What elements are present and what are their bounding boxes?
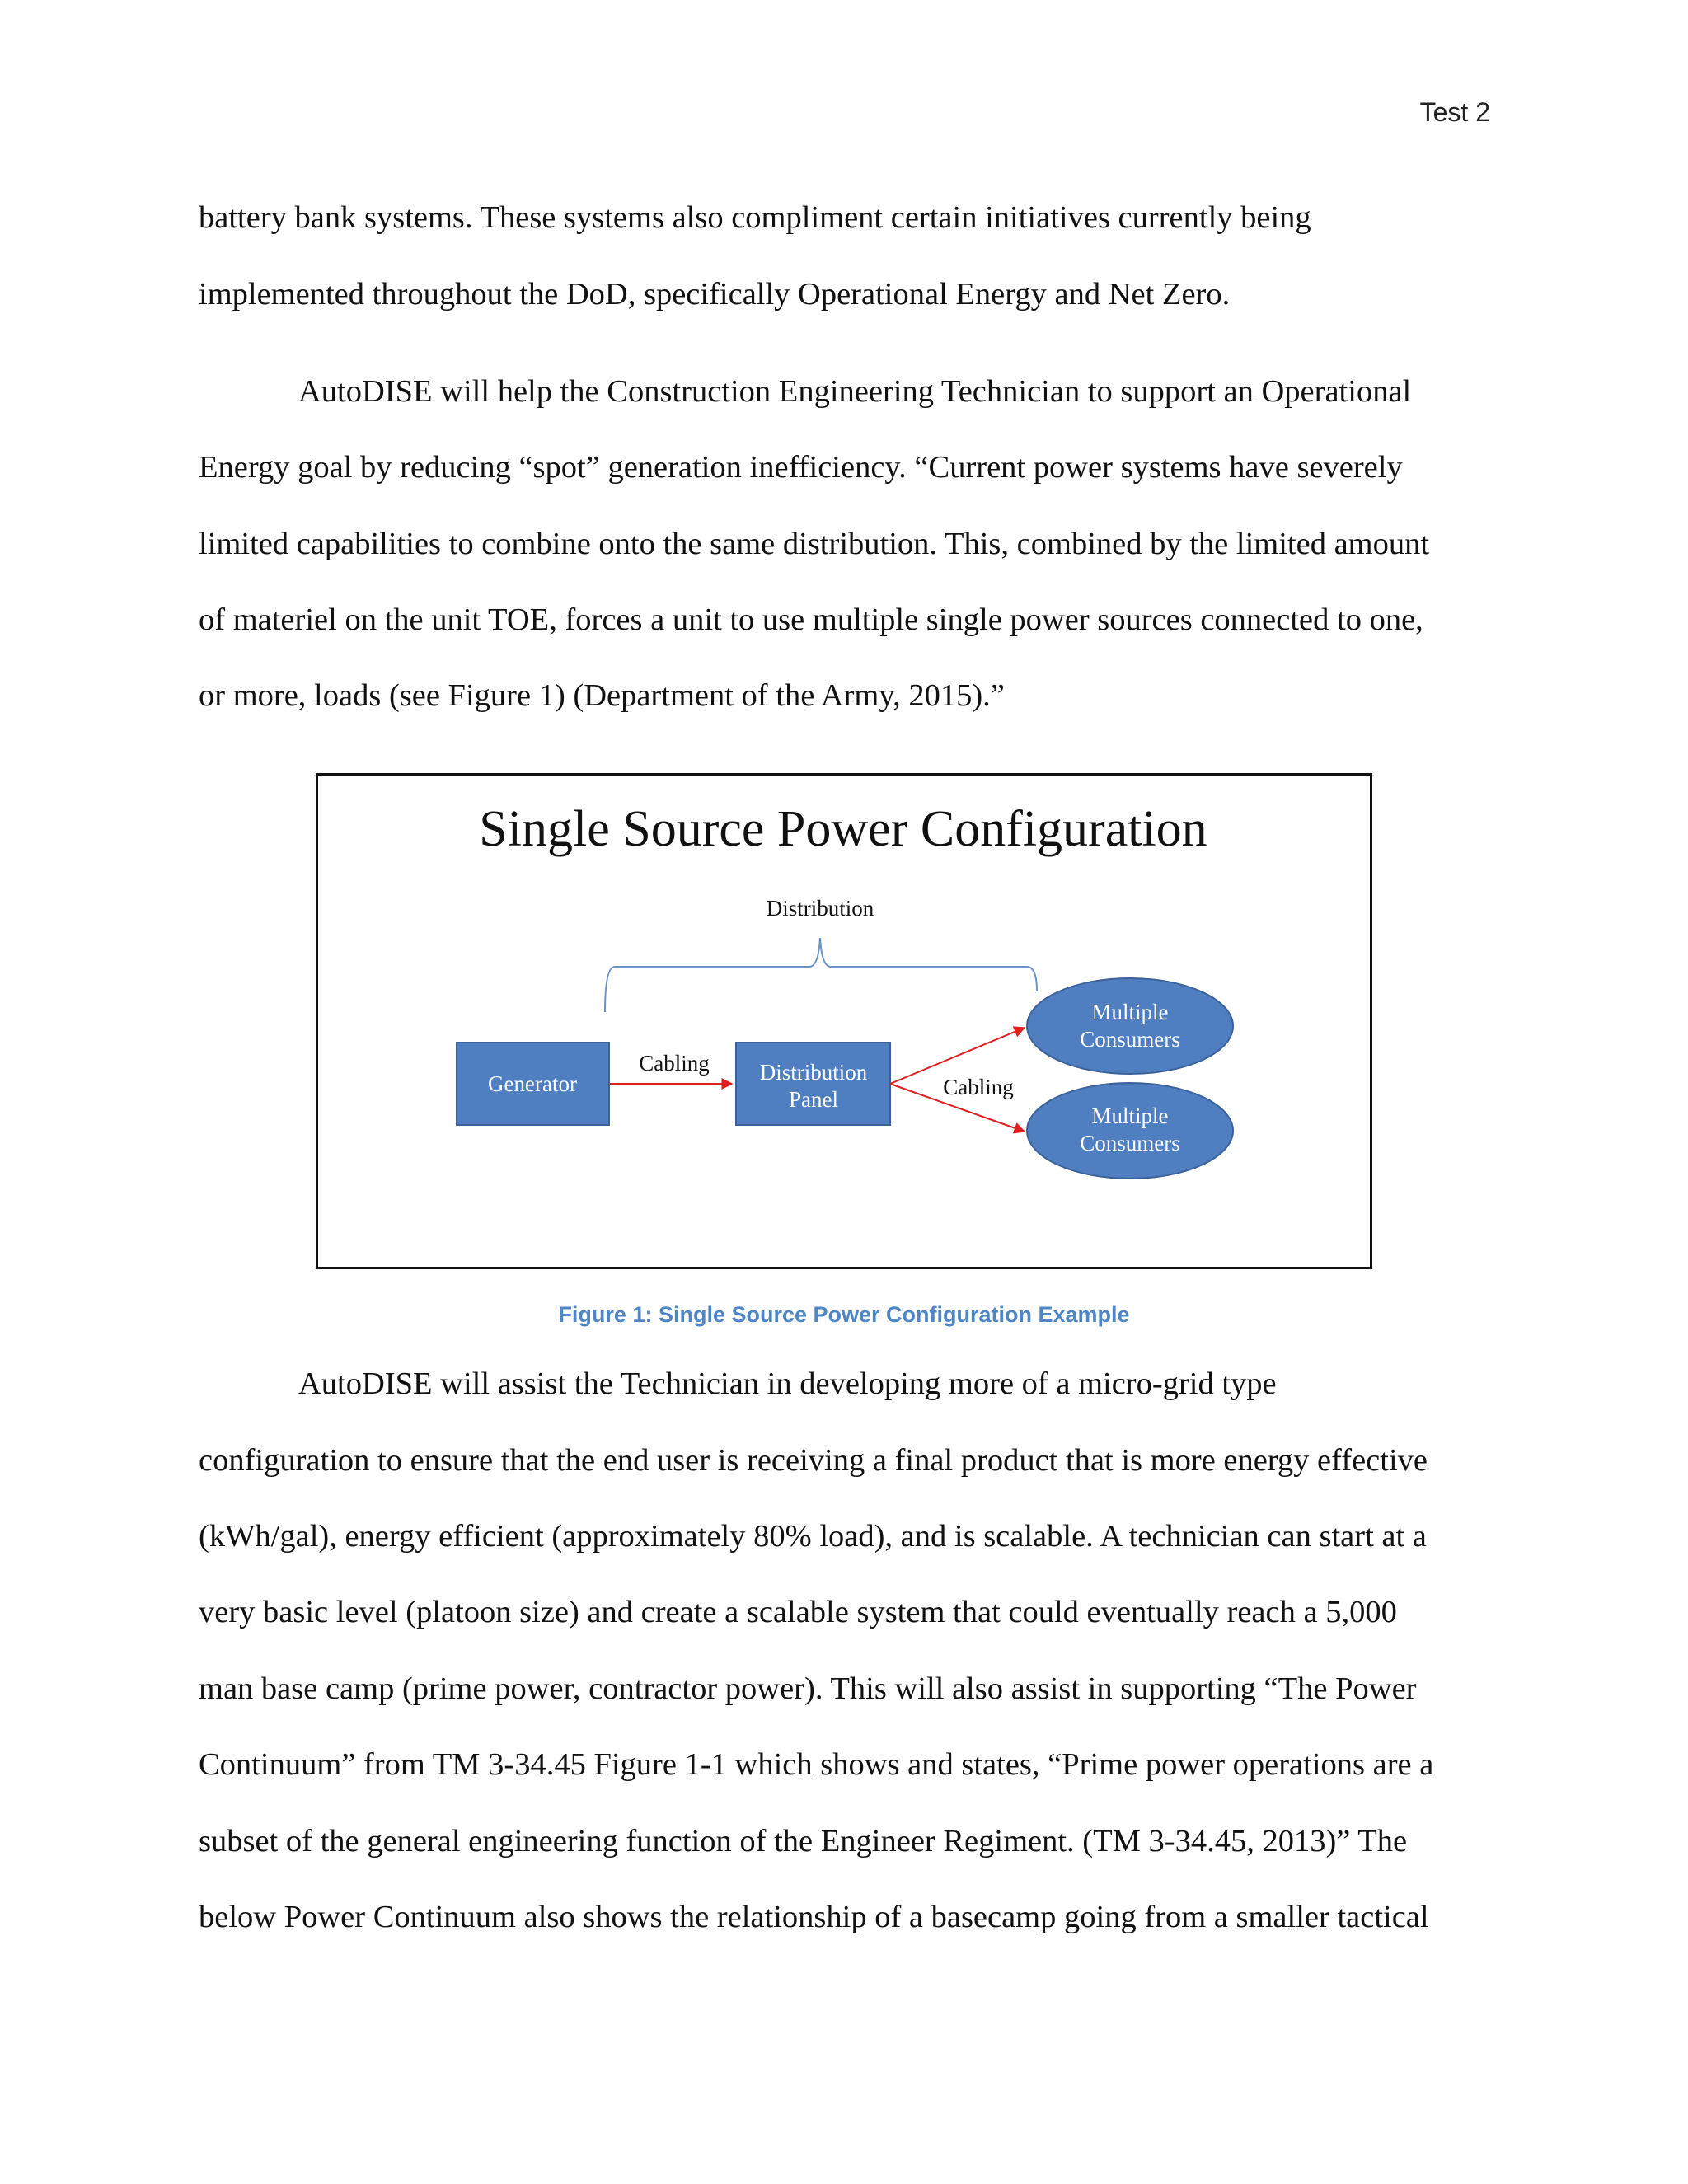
figure-title: Single Source Power Configuration xyxy=(479,801,1207,857)
paragraph-3-line-4: very basic level (platoon size) and create a scalable system that could eventually reach a 5,000 xyxy=(199,1595,1397,1629)
paragraph-3-line-1: AutoDISE will assist the Technician in developing more of a micro-grid type xyxy=(298,1366,1277,1401)
figure-single-source-power xyxy=(316,773,1372,1269)
consumer-2-line-1: Multiple xyxy=(1091,1104,1169,1128)
paragraph-3-line-5: man base camp (prime power, contractor power). This will also assist in supporting “The Power xyxy=(199,1671,1417,1706)
paragraph-2-line-5: or more, loads (see Figure 1) (Department of the Army, 2015).” xyxy=(199,678,1005,713)
distribution-label: Distribution xyxy=(766,896,874,921)
consumer-1-line-2: Consumers xyxy=(1080,1027,1180,1052)
paragraph-3-line-7: subset of the general engineering function of the Engineer Regiment. (TM 3-34.45, 2013)” The xyxy=(199,1824,1408,1858)
paragraph-3-line-3: (kWh/gal), energy efficient (approximately 80% load), and is scalable. A technician can start at a xyxy=(199,1519,1427,1554)
panel-label-line-1: Distribution xyxy=(759,1060,868,1085)
consumer-ellipse-upper xyxy=(1027,978,1233,1074)
figure-caption: Figure 1: Single Source Power Configuration Example xyxy=(558,1302,1130,1327)
panel-label-line-2: Panel xyxy=(789,1087,838,1112)
page-header: Test 2 xyxy=(1419,97,1490,127)
generator-label: Generator xyxy=(488,1071,577,1096)
paragraph-2-line-2: Energy goal by reducing “spot” generation inefficiency. “Current power systems have severely xyxy=(199,450,1403,485)
paragraph-3-line-8: below Power Continuum also shows the relationship of a basecamp going from a smaller tactical xyxy=(199,1900,1429,1934)
distribution-brace xyxy=(605,938,1037,1012)
paragraph-3-line-6: Continuum” from TM 3-34.45 Figure 1-1 which shows and states, “Prime power operations are a xyxy=(199,1747,1434,1782)
paragraph-2-line-1: AutoDISE will help the Construction Engineering Technician to support an Operational xyxy=(298,374,1412,409)
consumer-2-line-2: Consumers xyxy=(1080,1131,1180,1155)
paragraph-2-line-4: of materiel on the unit TOE, forces a unit to use multiple single power sources connected to one, xyxy=(199,602,1423,637)
paragraph-1-line-2: implemented throughout the DoD, specifically Operational Energy and Net Zero. xyxy=(199,277,1231,312)
paragraph-1-line-1: battery bank systems. These systems also compliment certain initiatives currently being xyxy=(199,200,1311,235)
power-configuration-diagram xyxy=(318,776,1370,1267)
cabling-label-1: Cabling xyxy=(639,1051,710,1076)
consumer-1-line-1: Multiple xyxy=(1091,1000,1169,1024)
cabling-label-2: Cabling xyxy=(943,1075,1014,1099)
paragraph-2-line-3: limited capabilities to combine onto the same distribution. This, combined by the limited amount xyxy=(199,527,1430,561)
paragraph-3-line-2: configuration to ensure that the end user is receiving a final product that is more energy effective xyxy=(199,1443,1428,1478)
